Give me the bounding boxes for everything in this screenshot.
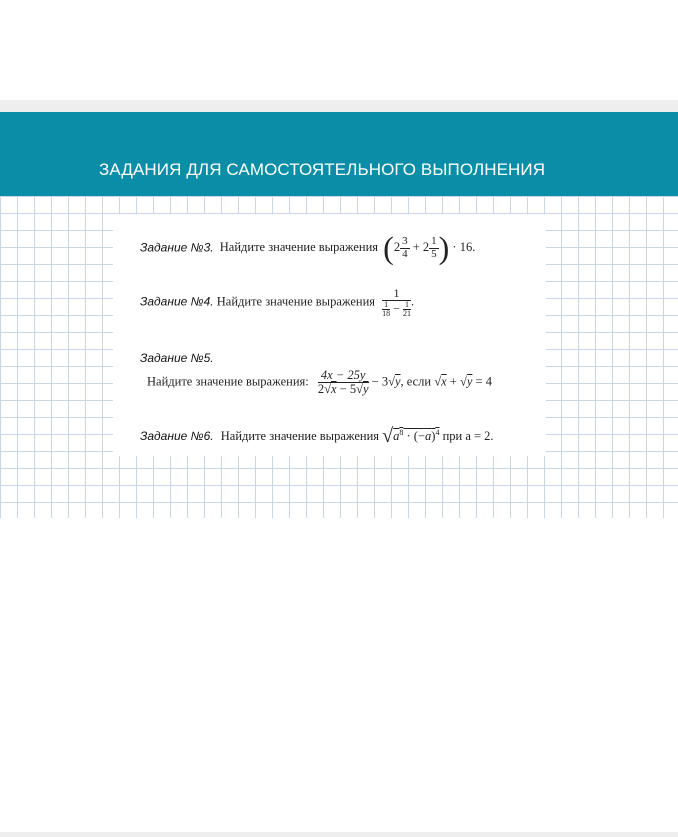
task-text: Найдите значение выражения <box>219 240 379 255</box>
task-label: Задание №6. <box>140 429 214 443</box>
header-banner <box>0 112 678 196</box>
task-4-expression: 1 $\frac{1}{18}$ − $\frac{1}{21}$ <box>382 286 411 318</box>
task-5: Найдите значение выражения: $\frac{4x - 25y}{2√x - 5√y}$ − 3√y, если √x + √y = 4 <box>147 368 492 397</box>
task-text: Найдите значение выражения <box>220 429 380 443</box>
task-5-label-row <box>140 351 214 366</box>
task-text: Найдите значение выражения: <box>147 374 309 389</box>
task-6 <box>140 425 494 448</box>
task-3-expression: (2 $\frac{3}{4}$ + 2 $\frac{1}{5}$ ) · 16. <box>383 230 476 266</box>
task-5-expression: $\frac{4x - 25y}{2√x - 5√y}$ <box>317 368 369 397</box>
task-label: Задание №3. <box>140 240 214 255</box>
tail-value: a = 2. <box>465 429 494 443</box>
top-strip <box>0 100 678 112</box>
page-title: ЗАДАНИЯ ДЛЯ САМОСТОЯТЕЛЬНОГО ВЫПОЛНЕНИЯ <box>99 160 546 179</box>
condition-rhs: = 4 <box>475 374 492 389</box>
task-text: Найдите значение выражения <box>216 294 376 309</box>
task-3-tail: · 16. <box>452 240 476 255</box>
task-6-expression: $√a^8 \cdot (-a)^4$ <box>382 425 440 447</box>
bottom-strip <box>0 832 678 837</box>
task-label: Задание №5. <box>140 351 214 365</box>
task-label: Задание №4. <box>140 294 214 309</box>
task-3 <box>140 230 475 267</box>
task-4: Задание №4. Найдите значение выражения 1 $\frac{1}{18}$ − $\frac{1}{21}$ . <box>140 286 415 318</box>
tail-word: при <box>442 429 463 443</box>
condition-word: если <box>406 374 432 389</box>
